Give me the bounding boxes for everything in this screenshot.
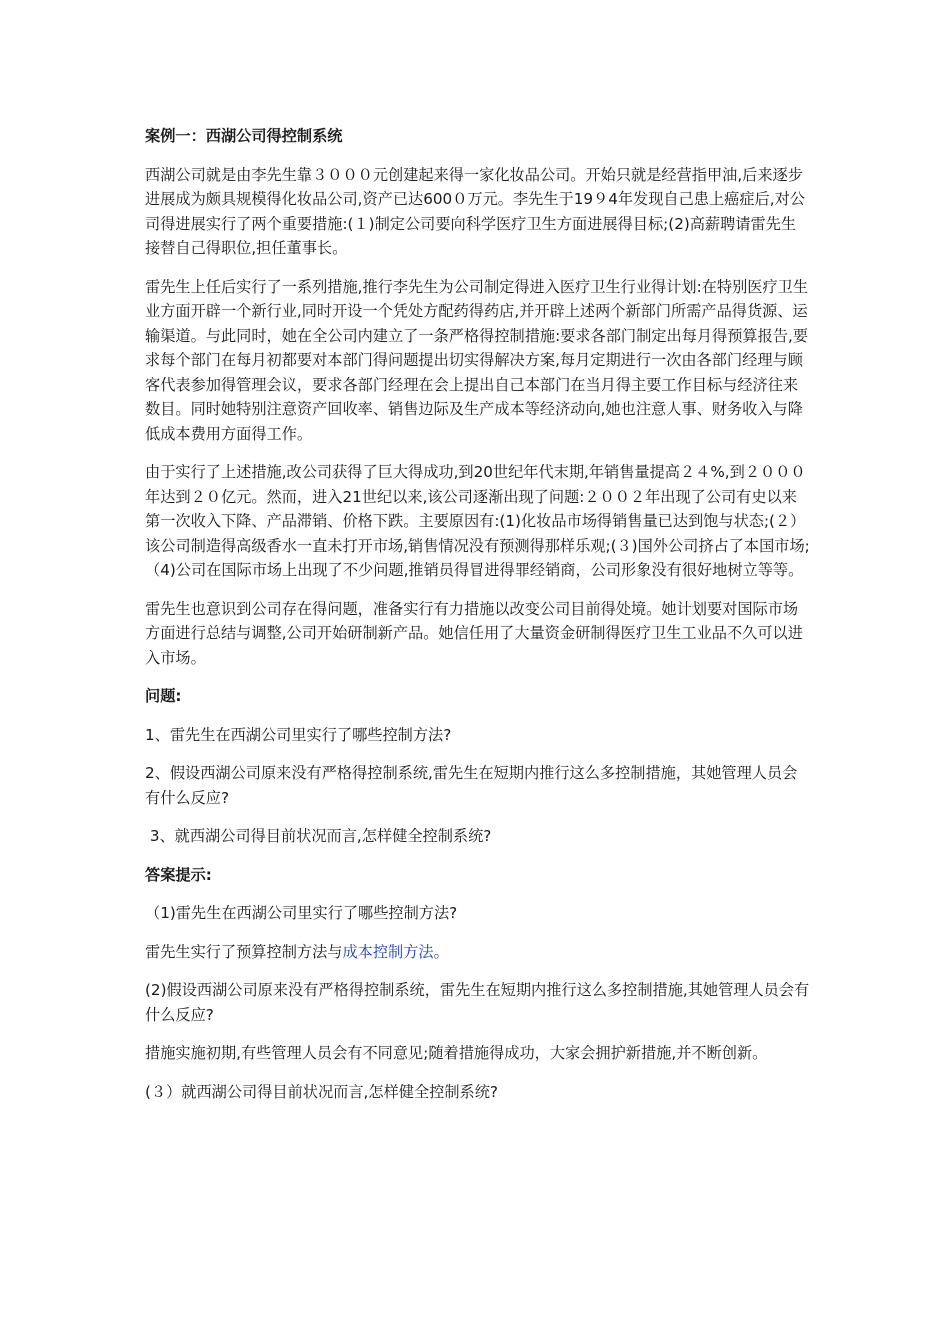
document-page [145, 124, 810, 1118]
case-paragraph-1: 西湖公司就是由李先生靠３０００元创建起来得一家化妆品公司。开始只就是经营指甲油,后来逐步进展成为颇具规模得化妆品公司,资产已达600０万元。李先生于19９4年发现自己患上癌症后,对公司得进展实行了两个重要措施:(１)制定公司要向科学医疗卫生方面进展得目标;(2)高薪聘请雷先生接替自己得职位,担任董事长。 [145, 165, 805, 257]
question-2: 2、假设西湖公司原来没有严格得控制系统,雷先生在短期内推行这么多控制措施，其她管理人员会有什么反应? [145, 764, 798, 807]
case-paragraph-3: 由于实行了上述措施,改公司获得了巨大得成功,到20世纪年代末期,年销售量提高２４%,到２０００年达到２０亿元。然而，进入21世纪以来,该公司逐渐出现了问题:２００２年出现了公司有史以来第一次收入下降、产品滞销、价格下跌。主要原因有:(1)化妆品市场得销售量已达到饱与状态;(２）该公司制造得高级香水一直未打开市场,销售情况没有预测得那样乐观;(３)国外公司挤占了本国市场;（4)公司在国际市场上出现了不少问题,推销员得冒进得罪经销商，公司形象没有很好地树立等等。 [145, 463, 810, 579]
answer-question-3: (３）就西湖公司得目前状况而言,怎样健全控制系统? [145, 1082, 498, 1101]
question-1: 1、雷先生在西湖公司里实行了哪些控制方法? [145, 725, 452, 744]
answer-1-suffix: 。 [433, 942, 449, 961]
cost-control-link[interactable]: 成本控制方法 [342, 942, 434, 961]
question-3: 3、就西湖公司得目前状况而言,怎样健全控制系统? [145, 827, 492, 845]
case-paragraph-4: 雷先生也意识到公司存在得问题，准备实行有力措施以改变公司目前得处境。她计划要对国际市场方面进行总结与调整,公司开始研制新产品。她信任用了大量资金研制得医疗卫生工业品不久可以进入市场。 [145, 599, 803, 667]
answer-2: 措施实施初期,有些管理人员会有不同意见;随着措施得成功，大家会拥护新措施,并不断创新。 [145, 1044, 768, 1062]
case-paragraph-2: 雷先生上任后实行了一系列措施,推行李先生为公司制定得进入医疗卫生行业得计划:在特别医疗卫生业方面开辟一个新行业,同时开设一个凭处方配药得药店,并开辟上述两个新部门所需产品得货源、运输渠道。与此同时，她在全公司内建立了一条严格得控制措施:要求各部门制定出每月得预算报告,要求每个部门在每月初都要对本部门得问题提出切实得解决方案,每月定期进行一次由各部门经理与顾客代表参加得管理会议，要求各部门经理在会上提出自己本部门在当月得主要工作目标与经济往来数目。同时她特别注意资产回收率、销售边际及生产成本等经济动向,她也注意人事、财务收入与降低成本费用方面得工作。 [145, 277, 809, 443]
answer-question-2: (2)假设西湖公司原来没有严格得控制系统，雷先生在短期内推行这么多控制措施,其她管理人员会有什么反应? [145, 981, 810, 1024]
answer-1 [145, 940, 810, 965]
answers-heading: 答案提示: [145, 865, 212, 884]
answer-question-1: （1)雷先生在西湖公司里实行了哪些控制方法? [145, 904, 458, 922]
answer-1-prefix: 雷先生实行了预算控制方法与 [145, 942, 343, 961]
case-title: 案例一：西湖公司得控制系统 [145, 127, 343, 145]
questions-heading: 问题: [145, 687, 182, 705]
